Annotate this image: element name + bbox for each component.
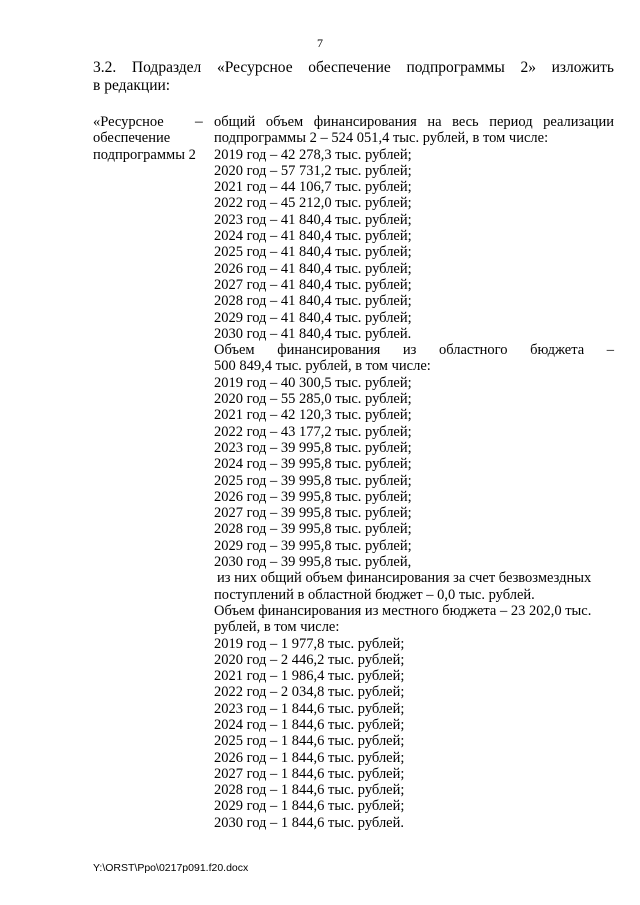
regional-year-line: 2030 год – 39 995,8 тыс. рублей, (214, 554, 412, 571)
local-year-line: 2020 год – 2 446,2 тыс. рублей; (214, 651, 405, 668)
regional-year-line: 2029 год – 39 995,8 тыс. рублей; (214, 537, 412, 554)
section-label (93, 114, 205, 163)
total-year-line: 2030 год – 41 840,4 тыс. рублей. (214, 325, 412, 342)
local-year-line: 2024 год – 1 844,6 тыс. рублей; (214, 716, 405, 733)
regional-year-line: 2019 год – 40 300,5 тыс. рублей; (214, 374, 412, 391)
regional-year-line: 2025 год – 39 995,8 тыс. рублей; (214, 472, 412, 489)
section-label-line: «Ресурсное (93, 114, 164, 130)
local-years-list (214, 636, 614, 832)
total-year-line: 2024 год – 41 840,4 тыс. рублей; (214, 228, 412, 245)
local-year-line: 2028 год – 1 844,6 тыс. рублей; (214, 782, 405, 799)
total-years-list (214, 147, 614, 343)
regional-intro-line: Объем финансирования из областного бюджета – (214, 342, 614, 359)
regional-year-line: 2024 год – 39 995,8 тыс. рублей; (214, 456, 412, 473)
total-year-line: 2021 год – 44 106,7 тыс. рублей; (214, 179, 412, 196)
total-year-line: 2029 год – 41 840,4 тыс. рублей; (214, 309, 412, 326)
label-dash: – (195, 113, 203, 130)
total-year-line: 2020 год – 57 731,2 тыс. рублей; (214, 162, 412, 179)
footer-file-path: Y:\ORST\Ppo\0217p091.f20.docx (93, 862, 249, 874)
total-year-line: 2019 год – 42 278,3 тыс. рублей; (214, 146, 412, 163)
regional-year-line: 2028 год – 39 995,8 тыс. рублей; (214, 521, 412, 538)
section-label-line: обеспечение (93, 130, 171, 147)
local-year-line: 2022 год – 2 034,8 тыс. рублей; (214, 684, 405, 701)
local-intro-line: рублей, в том числе: (214, 619, 340, 636)
regional-year-line: 2020 год – 55 285,0 тыс. рублей; (214, 391, 412, 408)
total-intro-line: общий объем финансирования на весь период реализации (214, 114, 614, 130)
local-year-line: 2021 год – 1 986,4 тыс. рублей; (214, 668, 405, 685)
local-year-line: 2029 год – 1 844,6 тыс. рублей; (214, 798, 405, 815)
regional-year-line: 2026 год – 39 995,8 тыс. рублей; (214, 488, 412, 505)
local-year-line: 2027 год – 1 844,6 тыс. рублей; (214, 765, 405, 782)
local-year-line: 2030 год – 1 844,6 тыс. рублей. (214, 814, 405, 831)
regional-year-line: 2021 год – 42 120,3 тыс. рублей; (214, 407, 412, 424)
total-year-line: 2026 год – 41 840,4 тыс. рублей; (214, 260, 412, 277)
regional-years-list (214, 375, 614, 571)
section-label-line: подпрограммы 2 (93, 146, 196, 163)
regional-year-line: 2022 год – 43 177,2 тыс. рублей; (214, 423, 412, 440)
local-year-line: 2023 год – 1 844,6 тыс. рублей; (214, 700, 405, 717)
total-year-line: 2027 год – 41 840,4 тыс. рублей; (214, 276, 412, 293)
local-year-line: 2019 год – 1 977,8 тыс. рублей; (214, 635, 405, 652)
regional-note-line: поступлений в областной бюджет – 0,0 тыс. рублей. (214, 586, 535, 603)
total-year-line: 2023 год – 41 840,4 тыс. рублей; (214, 211, 412, 228)
regional-note-line: из них общий объем финансирования за счет безвозмездных (217, 570, 592, 587)
intro-line-2: в редакции: (93, 77, 171, 94)
local-intro-line: Объем финансирования из местного бюджета – 23 202,0 тыс. (214, 602, 592, 619)
total-year-line: 2028 год – 41 840,4 тыс. рублей; (214, 293, 412, 310)
intro-line-1: 3.2. Подраздел «Ресурсное обеспечение подпрограммы 2» изложить (93, 59, 614, 76)
total-intro-line: подпрограммы 2 – 524 051,4 тыс. рублей, в том числе: (214, 130, 549, 147)
regional-intro-line: 500 849,4 тыс. рублей, в том числе: (214, 358, 431, 375)
local-year-line: 2026 год – 1 844,6 тыс. рублей; (214, 749, 405, 766)
funding-content (214, 114, 614, 831)
regional-year-line: 2023 год – 39 995,8 тыс. рублей; (214, 439, 412, 456)
regional-year-line: 2027 год – 39 995,8 тыс. рублей; (214, 505, 412, 522)
page-number: 7 (317, 36, 323, 50)
local-year-line: 2025 год – 1 844,6 тыс. рублей; (214, 733, 405, 750)
total-year-line: 2022 год – 45 212,0 тыс. рублей; (214, 195, 412, 212)
total-year-line: 2025 год – 41 840,4 тыс. рублей; (214, 244, 412, 261)
